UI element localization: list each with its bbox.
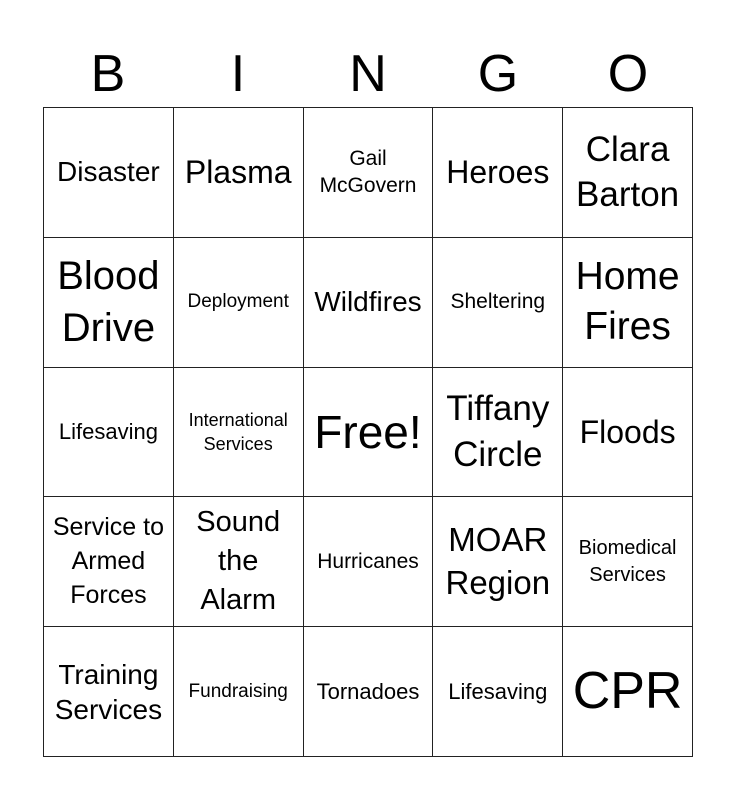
bingo-cell[interactable]: Plasma xyxy=(174,108,304,238)
header-letter-n: N xyxy=(349,45,387,103)
bingo-cell[interactable]: International Services xyxy=(174,368,304,498)
bingo-cell[interactable]: MOAR Region xyxy=(433,497,563,627)
bingo-cell[interactable]: Sound the Alarm xyxy=(174,497,304,627)
bingo-cell[interactable]: Fundraising xyxy=(174,627,304,757)
bingo-cell[interactable]: Tiffany Circle xyxy=(433,368,563,498)
bingo-grid xyxy=(43,107,693,757)
bingo-cell[interactable]: Sheltering xyxy=(433,238,563,368)
header-letter-o: O xyxy=(607,45,649,103)
bingo-cell[interactable]: Hurricanes xyxy=(304,497,434,627)
bingo-cell[interactable]: Lifesaving xyxy=(44,368,174,498)
bingo-cell[interactable]: Blood Drive xyxy=(44,238,174,368)
bingo-cell[interactable]: Service to Armed Forces xyxy=(44,497,174,627)
bingo-cell[interactable]: Floods xyxy=(563,368,693,498)
bingo-header xyxy=(43,40,693,108)
bingo-cell[interactable]: Wildfires xyxy=(304,238,434,368)
header-letter-g: G xyxy=(477,45,519,103)
bingo-cell[interactable]: Home Fires xyxy=(563,238,693,368)
bingo-cell[interactable]: Lifesaving xyxy=(433,627,563,757)
bingo-cell[interactable]: Biomedical Services xyxy=(563,497,693,627)
bingo-cell[interactable]: Deployment xyxy=(174,238,304,368)
bingo-cell[interactable]: Tornadoes xyxy=(304,627,434,757)
bingo-cell[interactable]: Training Services xyxy=(44,627,174,757)
bingo-cell[interactable]: Gail McGovern xyxy=(304,108,434,238)
bingo-cell[interactable]: Heroes xyxy=(433,108,563,238)
bingo-cell[interactable]: CPR xyxy=(563,627,693,757)
header-letter-i: I xyxy=(230,45,246,103)
bingo-cell[interactable]: Disaster xyxy=(44,108,174,238)
bingo-cell[interactable]: Clara Barton xyxy=(563,108,693,238)
free-space[interactable]: Free! xyxy=(304,368,434,498)
header-letter-b: B xyxy=(90,45,126,103)
